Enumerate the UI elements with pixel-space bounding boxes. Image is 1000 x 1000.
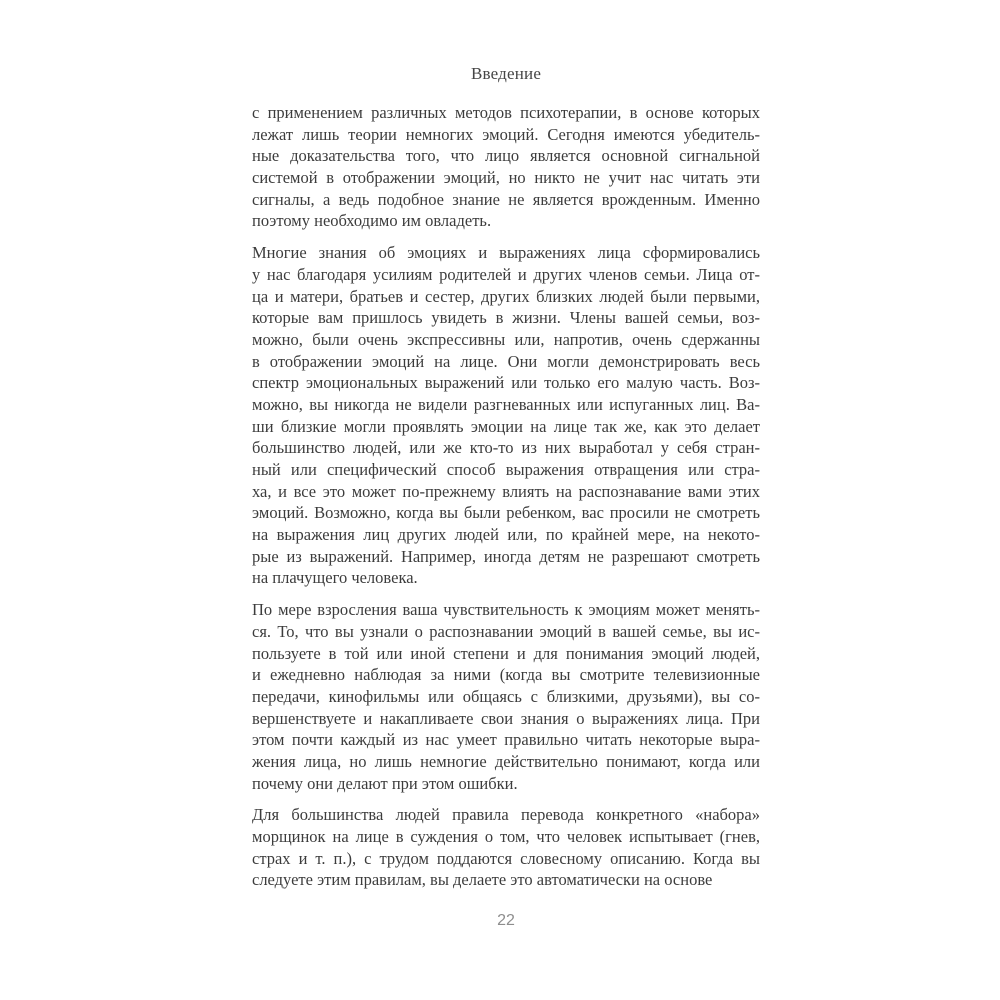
text-line: большинство людей, или же кто-то из них выработал у себя стран-: [252, 438, 760, 458]
text-line: морщинок на лице в суждения о том, что человек испытывает (гнев,: [252, 827, 760, 846]
text-line: и ежедневно наблюдая за ними (когда вы смотрите телевизионные: [252, 665, 760, 685]
text-line: страх и т. п.), с трудом поддаются словесному описанию. Когда вы: [252, 848, 760, 868]
text-line: почему они делают при этом ошибки.: [252, 773, 518, 793]
text-line: По мере взросления ваша чувствительность к эмоциям может менять-: [252, 600, 760, 620]
text-block: [252, 102, 760, 891]
text-line: лежат лишь теории немногих эмоций. Сегодня имеются убедитель-: [252, 124, 760, 144]
text-line: в отображении эмоций на лице. Они могли демонстрировать весь: [252, 351, 760, 371]
text-line: с применением различных методов психотерапии, в основе которых: [252, 103, 760, 122]
text-line: можно, вы никогда не видели разгневанных или испуганных лиц. Ва-: [252, 394, 760, 414]
text-line: поэтому необходимо им овладеть.: [252, 211, 492, 231]
text-line: ный или специфический способ выражения отвращения или стра-: [252, 460, 760, 479]
text-line: вершенствуете и накапливаете свои знания о выражениях лица. При: [252, 708, 760, 728]
text-line: сигналы, а ведь подобное знание не является врожденным. Именно: [252, 189, 760, 209]
text-line: этом почти каждый из нас умеет правильно читать некоторые выра-: [252, 730, 760, 750]
text-line: ся. То, что вы узнали о распознавании эмоций в вашей семье, вы ис-: [252, 621, 760, 641]
text-line: можно, были очень экспрессивны или, напротив, очень сдержанны: [252, 329, 760, 349]
paragraph: [252, 804, 760, 891]
text-line: ца и матери, братьев и сестер, других близких людей были первыми,: [252, 286, 760, 306]
text-line: которые вам пришлось увидеть в жизни. Члены вашей семьи, воз-: [252, 308, 760, 328]
paragraph: [252, 242, 760, 589]
text-line: ха, и все это может по-прежнему влиять на распознавание вами этих: [252, 481, 760, 501]
text-line: Многие знания об эмоциях и выражениях лица сформировались: [252, 243, 760, 263]
text-line: у нас благодаря усилиям родителей и других членов семьи. Лица от-: [252, 264, 760, 284]
paragraph: [252, 102, 760, 232]
paragraph: [252, 599, 760, 794]
page-number: 22: [497, 912, 515, 929]
text-line: спектр эмоциональных выражений или только его малую часть. Воз-: [252, 373, 760, 393]
text-line: следуете этим правилам, вы делаете это автоматически на основе: [252, 870, 713, 890]
text-line: на выражения лиц других людей или, по крайней мере, на некото-: [252, 525, 760, 545]
text-line: ные доказательства того, что лицо является основной сигнальной: [252, 146, 760, 166]
text-line: на плачущего человека.: [252, 568, 418, 588]
chapter-running-head: Введение: [470, 64, 542, 83]
text-line: пользуете в той или иной степени и для понимания эмоций людей,: [252, 643, 760, 663]
text-line: передачи, кинофильмы или общаясь с близкими, друзьями), вы со-: [252, 686, 760, 706]
text-line: Для большинства людей правила перевода конкретного «набора»: [252, 805, 760, 825]
text-line: системой в отображении эмоций, но никто не учит нас читать эти: [252, 168, 760, 188]
text-line: эмоций. Возможно, когда вы были ребенком, вас просили не смотреть: [252, 503, 760, 523]
text-line: рые из выражений. Например, иногда детям не разрешают смотреть: [252, 546, 760, 566]
text-line: жения лица, но лишь немногие действительно понимают, когда или: [252, 751, 760, 771]
text-line: ши близкие могли проявлять эмоции на лице так же, как это делает: [252, 416, 760, 436]
